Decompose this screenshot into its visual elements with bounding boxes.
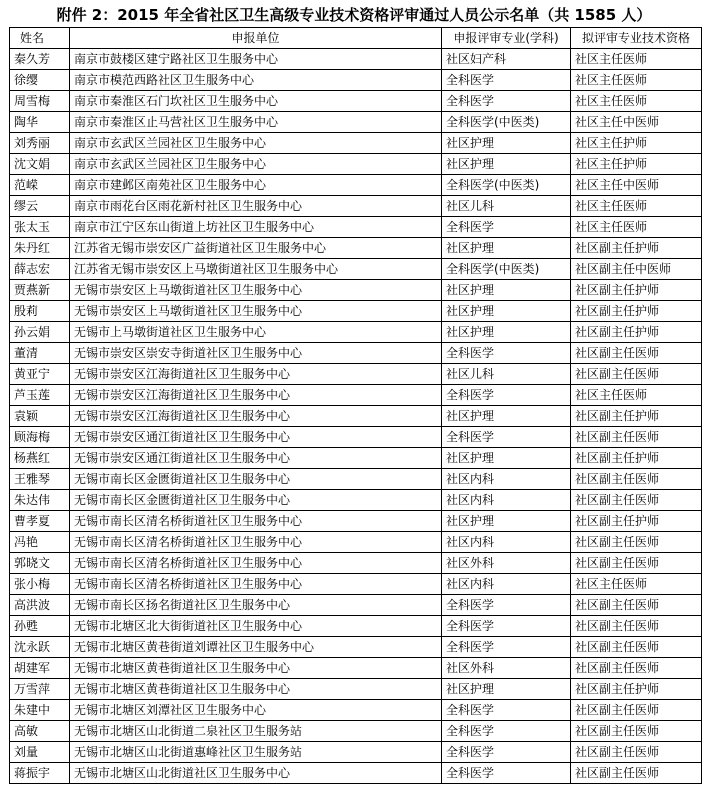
cell-name: 王雅琴 xyxy=(10,469,70,490)
cell-specialty: 社区外科 xyxy=(442,553,571,574)
cell-qualification: 社区副主任护师 xyxy=(571,406,702,427)
cell-unit: 无锡市南长区清名桥街道社区卫生服务中心 xyxy=(70,553,442,574)
cell-name: 芦玉莲 xyxy=(10,385,70,406)
cell-unit: 无锡市北塘区山北街道二泉社区卫生服务站 xyxy=(70,721,442,742)
cell-unit: 无锡市崇安区通江街道社区卫生服务中心 xyxy=(70,427,442,448)
cell-name: 万雪萍 xyxy=(10,679,70,700)
cell-name: 袁颖 xyxy=(10,406,70,427)
cell-name: 孙云娟 xyxy=(10,322,70,343)
cell-qualification: 社区副主任护师 xyxy=(571,679,702,700)
cell-name: 冯艳 xyxy=(10,532,70,553)
cell-qualification: 社区副主任医师 xyxy=(571,763,702,784)
cell-unit: 无锡市北塘区黄巷街道刘谭社区卫生服务中心 xyxy=(70,637,442,658)
cell-unit: 无锡市北塘区黄巷街道社区卫生服务中心 xyxy=(70,679,442,700)
cell-unit: 南京市模范西路社区卫生服务中心 xyxy=(70,70,442,91)
cell-unit: 无锡市北塘区山北街道惠峰社区卫生服务站 xyxy=(70,742,442,763)
table-row xyxy=(10,280,702,301)
cell-unit: 南京市秦淮区止马营社区卫生服务中心 xyxy=(70,112,442,133)
cell-specialty: 全科医学 xyxy=(442,700,571,721)
cell-name: 郭晓文 xyxy=(10,553,70,574)
header-qualification: 拟评审专业技术资格 xyxy=(571,28,702,49)
cell-qualification: 社区副主任医师 xyxy=(571,343,702,364)
cell-name: 范嵘 xyxy=(10,175,70,196)
table-row xyxy=(10,637,702,658)
table-row xyxy=(10,259,702,280)
cell-unit: 无锡市崇安区上马墩街道社区卫生服务中心 xyxy=(70,301,442,322)
cell-specialty: 社区护理 xyxy=(442,322,571,343)
cell-qualification: 社区副主任医师 xyxy=(571,553,702,574)
cell-specialty: 社区护理 xyxy=(442,238,571,259)
cell-unit: 南京市秦淮区石门坎社区卫生服务中心 xyxy=(70,91,442,112)
cell-qualification: 社区副主任中医师 xyxy=(571,259,702,280)
table-row xyxy=(10,322,702,343)
cell-name: 张小梅 xyxy=(10,574,70,595)
cell-name: 胡建军 xyxy=(10,658,70,679)
table-row xyxy=(10,469,702,490)
cell-name: 杨燕红 xyxy=(10,448,70,469)
cell-specialty: 全科医学 xyxy=(442,595,571,616)
cell-specialty: 全科医学(中医类) xyxy=(442,259,571,280)
table-row xyxy=(10,364,702,385)
cell-unit: 南京市雨花台区雨花新村社区卫生服务中心 xyxy=(70,196,442,217)
cell-unit: 南京市江宁区东山街道上坊社区卫生服务中心 xyxy=(70,217,442,238)
cell-unit: 无锡市北塘区黄巷街道社区卫生服务中心 xyxy=(70,658,442,679)
cell-unit: 无锡市崇安区江海街道社区卫生服务中心 xyxy=(70,385,442,406)
table-row xyxy=(10,700,702,721)
cell-name: 蒋振宇 xyxy=(10,763,70,784)
cell-specialty: 社区儿科 xyxy=(442,196,571,217)
cell-name: 刘秀丽 xyxy=(10,133,70,154)
cell-qualification: 社区副主任医师 xyxy=(571,721,702,742)
cell-name: 沈文娟 xyxy=(10,154,70,175)
cell-specialty: 社区护理 xyxy=(442,679,571,700)
cell-unit: 江苏省无锡市崇安区广益街道社区卫生服务中心 xyxy=(70,238,442,259)
document-title: 附件 2：2015 年全省社区卫生高级专业技术资格评审通过人员公示名单（共 1585 人） xyxy=(56,6,652,24)
table-row xyxy=(10,70,702,91)
cell-name: 秦久芳 xyxy=(10,49,70,70)
table-header-row xyxy=(10,28,702,49)
cell-name: 徐缨 xyxy=(10,70,70,91)
cell-name: 黄亚宁 xyxy=(10,364,70,385)
cell-name: 朱建中 xyxy=(10,700,70,721)
cell-name: 缪云 xyxy=(10,196,70,217)
table-row xyxy=(10,658,702,679)
cell-qualification: 社区主任医师 xyxy=(571,196,702,217)
table-row xyxy=(10,133,702,154)
cell-unit: 南京市玄武区兰园社区卫生服务中心 xyxy=(70,133,442,154)
cell-name: 孙甦 xyxy=(10,616,70,637)
cell-qualification: 社区主任护师 xyxy=(571,154,702,175)
cell-specialty: 社区内科 xyxy=(442,469,571,490)
cell-unit: 无锡市南长区清名桥街道社区卫生服务中心 xyxy=(70,532,442,553)
cell-specialty: 社区妇产科 xyxy=(442,49,571,70)
cell-name: 曹孝夏 xyxy=(10,511,70,532)
cell-specialty: 社区护理 xyxy=(442,154,571,175)
cell-unit: 无锡市北塘区刘潭社区卫生服务中心 xyxy=(70,700,442,721)
cell-name: 朱达伟 xyxy=(10,490,70,511)
table-row xyxy=(10,490,702,511)
table-row xyxy=(10,679,702,700)
cell-specialty: 社区内科 xyxy=(442,490,571,511)
cell-qualification: 社区副主任护师 xyxy=(571,511,702,532)
table-row xyxy=(10,217,702,238)
cell-name: 高敏 xyxy=(10,721,70,742)
cell-qualification: 社区副主任医师 xyxy=(571,658,702,679)
cell-unit: 无锡市崇安区通江街道社区卫生服务中心 xyxy=(70,448,442,469)
cell-qualification: 社区主任中医师 xyxy=(571,112,702,133)
cell-specialty: 全科医学 xyxy=(442,427,571,448)
cell-unit: 无锡市南长区扬名街道社区卫生服务中心 xyxy=(70,595,442,616)
table-body xyxy=(10,49,702,784)
cell-specialty: 社区儿科 xyxy=(442,364,571,385)
cell-specialty: 社区护理 xyxy=(442,301,571,322)
table-row xyxy=(10,238,702,259)
cell-specialty: 社区护理 xyxy=(442,280,571,301)
cell-name: 朱丹红 xyxy=(10,238,70,259)
cell-qualification: 社区副主任护师 xyxy=(571,280,702,301)
table-row xyxy=(10,112,702,133)
cell-unit: 南京市玄武区兰园社区卫生服务中心 xyxy=(70,154,442,175)
cell-unit: 无锡市南长区清名桥街道社区卫生服务中心 xyxy=(70,511,442,532)
header-specialty: 申报评审专业(学科) xyxy=(442,28,571,49)
header-unit: 申报单位 xyxy=(70,28,442,49)
cell-qualification: 社区主任医师 xyxy=(571,70,702,91)
cell-qualification: 社区副主任医师 xyxy=(571,469,702,490)
cell-specialty: 全科医学 xyxy=(442,721,571,742)
cell-specialty: 全科医学 xyxy=(442,637,571,658)
cell-unit: 无锡市北塘区山北街道社区卫生服务中心 xyxy=(70,763,442,784)
cell-qualification: 社区主任医师 xyxy=(571,574,702,595)
cell-qualification: 社区主任护师 xyxy=(571,133,702,154)
cell-unit: 南京市建邺区南苑社区卫生服务中心 xyxy=(70,175,442,196)
table-row xyxy=(10,721,702,742)
cell-qualification: 社区副主任医师 xyxy=(571,427,702,448)
cell-qualification: 社区副主任护师 xyxy=(571,301,702,322)
cell-unit: 无锡市崇安区江海街道社区卫生服务中心 xyxy=(70,406,442,427)
table-row xyxy=(10,385,702,406)
cell-unit: 无锡市南长区金匮街道社区卫生服务中心 xyxy=(70,469,442,490)
cell-qualification: 社区主任医师 xyxy=(571,217,702,238)
cell-name: 张太玉 xyxy=(10,217,70,238)
cell-unit: 江苏省无锡市崇安区上马墩街道社区卫生服务中心 xyxy=(70,259,442,280)
cell-unit: 无锡市崇安区崇安寺街道社区卫生服务中心 xyxy=(70,343,442,364)
cell-qualification: 社区副主任护师 xyxy=(571,238,702,259)
table-row xyxy=(10,154,702,175)
cell-specialty: 社区内科 xyxy=(442,532,571,553)
cell-unit: 无锡市崇安区上马墩街道社区卫生服务中心 xyxy=(70,280,442,301)
cell-specialty: 全科医学 xyxy=(442,91,571,112)
cell-specialty: 全科医学 xyxy=(442,616,571,637)
cell-specialty: 全科医学 xyxy=(442,742,571,763)
cell-name: 贾燕新 xyxy=(10,280,70,301)
cell-specialty: 全科医学 xyxy=(442,763,571,784)
cell-specialty: 社区内科 xyxy=(442,574,571,595)
table-row xyxy=(10,511,702,532)
cell-qualification: 社区主任医师 xyxy=(571,385,702,406)
table-row xyxy=(10,343,702,364)
cell-name: 陶华 xyxy=(10,112,70,133)
table-row xyxy=(10,742,702,763)
cell-specialty: 社区护理 xyxy=(442,133,571,154)
cell-name: 刘量 xyxy=(10,742,70,763)
cell-name: 殷莉 xyxy=(10,301,70,322)
cell-specialty: 全科医学 xyxy=(442,385,571,406)
cell-specialty: 社区护理 xyxy=(442,406,571,427)
cell-unit: 无锡市崇安区江海街道社区卫生服务中心 xyxy=(70,364,442,385)
cell-qualification: 社区副主任医师 xyxy=(571,616,702,637)
cell-qualification: 社区副主任医师 xyxy=(571,742,702,763)
table-row xyxy=(10,49,702,70)
table-row xyxy=(10,91,702,112)
personnel-table xyxy=(9,27,702,784)
cell-specialty: 全科医学(中医类) xyxy=(442,175,571,196)
cell-unit: 无锡市上马墩街道社区卫生服务中心 xyxy=(70,322,442,343)
cell-qualification: 社区副主任护师 xyxy=(571,448,702,469)
cell-specialty: 全科医学 xyxy=(442,217,571,238)
cell-unit: 南京市鼓楼区建宁路社区卫生服务中心 xyxy=(70,49,442,70)
header-name: 姓名 xyxy=(10,28,70,49)
cell-name: 顾海梅 xyxy=(10,427,70,448)
cell-unit: 无锡市北塘区北大街街道社区卫生服务中心 xyxy=(70,616,442,637)
cell-unit: 无锡市南长区清名桥街道社区卫生服务中心 xyxy=(70,574,442,595)
cell-qualification: 社区副主任医师 xyxy=(571,637,702,658)
cell-name: 周雪梅 xyxy=(10,91,70,112)
cell-qualification: 社区副主任医师 xyxy=(571,532,702,553)
cell-specialty: 全科医学 xyxy=(442,70,571,91)
table-row xyxy=(10,196,702,217)
cell-qualification: 社区主任医师 xyxy=(571,49,702,70)
cell-name: 沈永跃 xyxy=(10,637,70,658)
cell-qualification: 社区副主任医师 xyxy=(571,595,702,616)
table-row xyxy=(10,574,702,595)
cell-qualification: 社区副主任医师 xyxy=(571,364,702,385)
table-row xyxy=(10,763,702,784)
table-row xyxy=(10,616,702,637)
cell-qualification: 社区主任医师 xyxy=(571,91,702,112)
cell-qualification: 社区副主任医师 xyxy=(571,700,702,721)
table-row xyxy=(10,532,702,553)
cell-name: 董清 xyxy=(10,343,70,364)
cell-name: 薛志宏 xyxy=(10,259,70,280)
cell-specialty: 全科医学 xyxy=(442,343,571,364)
table-row xyxy=(10,553,702,574)
table-row xyxy=(10,406,702,427)
cell-specialty: 全科医学(中医类) xyxy=(442,112,571,133)
cell-unit: 无锡市南长区金匮街道社区卫生服务中心 xyxy=(70,490,442,511)
table-row xyxy=(10,301,702,322)
cell-qualification: 社区副主任医师 xyxy=(571,490,702,511)
table-row xyxy=(10,427,702,448)
cell-specialty: 社区护理 xyxy=(442,511,571,532)
cell-specialty: 社区外科 xyxy=(442,658,571,679)
cell-name: 高洪波 xyxy=(10,595,70,616)
cell-specialty: 社区护理 xyxy=(442,448,571,469)
table-row xyxy=(10,175,702,196)
cell-qualification: 社区副主任护师 xyxy=(571,322,702,343)
cell-qualification: 社区主任中医师 xyxy=(571,175,702,196)
table-row xyxy=(10,595,702,616)
table-row xyxy=(10,448,702,469)
